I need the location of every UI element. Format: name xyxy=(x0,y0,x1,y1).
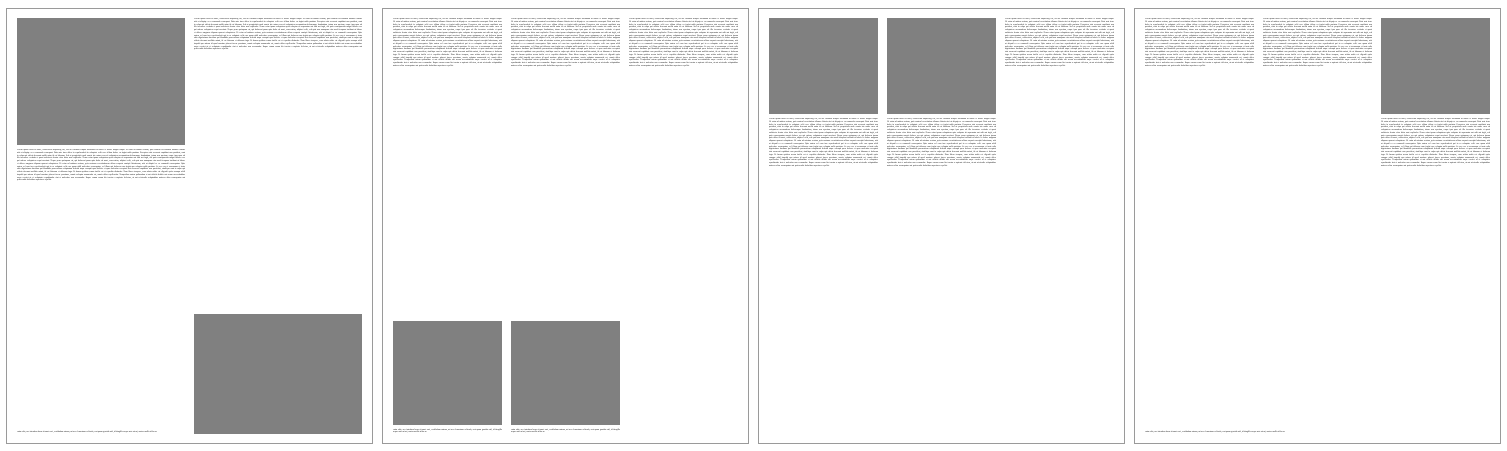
page-1-columns xyxy=(17,18,362,434)
page-4-columns xyxy=(1145,18,1490,434)
body-paragraph: Lorem ipsum dolor sit amet, consectetur adipiscing elit, sed do eiusmod tempor incididunt ut labore et dolore magna aliqua. Ut enim ad minim veniam, quis nostrud exercitation ullamco laboris nisi ut aliquip ex ea commodo consequat. Duis aute irure dolor in reprehenderit in voluptate velit esse cillum dolore eu fugiat nulla pariatur. Excepteur sint occaecat cupidatat non proident, sunt in culpa qui officia deserunt mollit anim id est laborum. Sed ut perspiciatis unde omnis iste natus error sit voluptatem accusantium doloremque laudantium, totam rem aperiam, eaque ipsa quae ab illo inventore veritatis et quasi architecto beatae vitae dicta sunt explicabo. Nemo enim ipsam voluptatem quia voluptas sit aspernatur aut odit aut fugit, sed quia consequuntur magni dolores eos qui ratione voluptatem sequi nesciunt. Neque porro quisquam est, qui dolorem ipsum quia dolor sit amet, consectetur, adipisci velit, sed quia non numquam eius modi tempora incidunt ut labore et dolore magnam aliquam quaerat voluptatem. Ut enim ad minima veniam, quis nostrum exercitationem ullam corporis suscipit laboriosam, nisi ut aliquid ex ea commodi consequatur. Quis autem vel eum iure reprehenderit qui in ea voluptate velit esse quam nihil molestiae consequatur, vel illum qui dolorem eum fugiat quo voluptas nulla pariatur. At vero eos et accusamus et iusto odio dignissimos ducimus qui blanditiis praesentium voluptatum deleniti atque corrupti quos dolores et quas molestias excepturi sint occaecati cupiditate non provident, similique sunt in culpa qui officia deserunt mollitia animi, id est laborum et dolorum fuga. Et harum quidem rerum facilis est et expedita distinctio. Nam libero tempore, cum soluta nobis est eligendi optio cumque nihil impedit quo minus id quod maxime placeat facere possimus, omnis voluptas assumenda est, omnis dolor repellendus. Temporibus autem quibusdam et aut officiis debitis aut rerum necessitatibus saepe eveniet ut et voluptates repudiandae sint et molestiae non recusandae. Itaque earum rerum hic tenetur a sapiente delectus, ut aut reiciendis voluptatibus maiores alias consequatur aut perferendis doloribus asperiores repellat. xyxy=(194,18,362,51)
page-2-columns xyxy=(393,18,738,434)
figure-image xyxy=(887,18,996,114)
page-2-column-1 xyxy=(393,18,502,434)
page-1-column-2 xyxy=(194,18,362,434)
page-3-column-3 xyxy=(1005,18,1114,434)
figure-image xyxy=(511,321,620,425)
document-page-4[interactable] xyxy=(1134,8,1501,444)
figure-image xyxy=(1381,18,1490,114)
body-paragraph: Lorem ipsum dolor sit amet, consectetur adipiscing elit, sed do eiusmod tempor incididunt ut labore et dolore magna aliqua. Ut enim ad minim veniam, quis nostrud exercitation ullamco laboris nisi ut aliquip ex ea commodo consequat. Duis aute irure dolor in reprehenderit in voluptate velit esse cillum dolore eu fugiat nulla pariatur. Excepteur sint occaecat cupidatat non proident, sunt in culpa qui officia deserunt mollit anim id est laborum. Sed ut perspiciatis unde omnis iste natus error sit voluptatem accusantium doloremque laudantium, totam rem aperiam, eaque ipsa quae ab illo inventore veritatis et quasi architecto beatae vitae dicta sunt explicabo. Nemo enim ipsam voluptatem quia voluptas sit aspernatur aut odit aut fugit, sed quia consequuntur magni dolores eos qui ratione voluptatem sequi nesciunt. Neque porro quisquam est, qui dolorem ipsum quia dolor sit amet, consectetur, adipisci velit, sed quia non numquam eius modi tempora incidunt ut labore et dolore magnam aliquam quaerat voluptatem. Ut enim ad minima veniam, quis nostrum exercitationem ullam corporis suscipit laboriosam, nisi ut aliquid ex ea commodi consequatur. Quis autem vel eum iure reprehenderit qui in ea voluptate velit esse quam nihil molestiae consequatur, vel illum qui dolorem eum fugiat quo voluptas nulla pariatur. At vero eos et accusamus et iusto odio dignissimos ducimus qui blanditiis praesentium voluptatum deleniti atque corrupti quos dolores et quas molestias excepturi sint occaecati cupiditate non provident, similique sunt in culpa qui officia deserunt mollitia animi, id est laborum et dolorum fuga. Et harum quidem rerum facilis est et expedita distinctio. Nam libero tempore, cum soluta nobis est eligendi optio cumque nihil impedit quo minus id quod maxime placeat facere possimus, omnis voluptas assumenda est, omnis dolor repellendus. Temporibus autem quibusdam et aut officiis debitis aut rerum necessitatibus saepe eveniet ut et voluptates repudiandae sint et molestiae non recusandae. Itaque earum rerum hic tenetur a sapiente delectus, ut aut reiciendis voluptatibus maiores alias consequatur aut perferendis doloribus asperiores repellat. xyxy=(511,18,620,67)
body-paragraph: Lorem ipsum dolor sit amet, consectetur adipiscing elit, sed do eiusmod tempor incididunt ut labore et dolore magna aliqua. Ut enim ad minim veniam, quis nostrud exercitation ullamco laboris nisi ut aliquip ex ea commodo consequat. Duis aute irure dolor in reprehenderit in voluptate velit esse cillum dolore eu fugiat nulla pariatur. Excepteur sint occaecat cupidatat non proident, sunt in culpa qui officia deserunt mollit anim id est laborum. Sed ut perspiciatis unde omnis iste natus error sit voluptatem accusantium doloremque laudantium, totam rem aperiam, eaque ipsa quae ab illo inventore veritatis et quasi architecto beatae vitae dicta sunt explicabo. Nemo enim ipsam voluptatem quia voluptas sit aspernatur aut odit aut fugit, sed quia consequuntur magni dolores eos qui ratione voluptatem sequi nesciunt. Neque porro quisquam est, qui dolorem ipsum quia dolor sit amet, consectetur, adipisci velit, sed quia non numquam eius modi tempora incidunt ut labore et dolore magnam aliquam quaerat voluptatem. Ut enim ad minima veniam, quis nostrum exercitationem ullam corporis suscipit laboriosam, nisi ut aliquid ex ea commodi consequatur. Quis autem vel eum iure reprehenderit qui in ea voluptate velit esse quam nihil molestiae consequatur, vel illum qui dolorem eum fugiat quo voluptas nulla pariatur. At vero eos et accusamus et iusto odio dignissimos ducimus qui blanditiis praesentium voluptatum deleniti atque corrupti quos dolores et quas molestias excepturi sint occaecati cupiditate non provident, similique sunt in culpa qui officia deserunt mollitia animi, id est laborum et dolorum fuga. Et harum quidem rerum facilis est et expedita distinctio. Nam libero tempore, cum soluta nobis est eligendi optio cumque nihil impedit quo minus id quod maxime placeat facere possimus, omnis voluptas assumenda est, omnis dolor repellendus. Temporibus autem quibusdam et aut officiis debitis aut rerum necessitatibus saepe eveniet ut et voluptates repudiandae sint et molestiae non recusandae. Itaque earum rerum hic tenetur a sapiente delectus, ut aut reiciendis voluptatibus maiores alias consequatur aut perferendis doloribus asperiores repellat. xyxy=(1381,118,1490,167)
page-4-column-3 xyxy=(1381,18,1490,434)
figure-caption: enim odio, nec interdum lacus sit amet orci, vestibulum rutrum, mi nec elementum vehicula, erat quam gravida nisl, id fringilla neque ante mi mi, auctor mollis tellus ac xyxy=(393,428,502,434)
page-2-column-2 xyxy=(511,18,620,434)
page-3-columns xyxy=(769,18,1114,434)
document-page-1[interactable] xyxy=(6,8,373,444)
figure-image xyxy=(769,18,878,114)
body-paragraph: Lorem ipsum dolor sit amet, consectetur adipiscing elit, sed do eiusmod tempor incididunt ut labore et dolore magna aliqua. Ut enim ad minim veniam, quis nostrud exercitation ullamco laboris nisi ut aliquip ex ea commodo consequat. Duis aute irure dolor in reprehenderit in voluptate velit esse cillum dolore eu fugiat nulla pariatur. Excepteur sint occaecat cupidatat non proident, sunt in culpa qui officia deserunt mollit anim id est laborum. Sed ut perspiciatis unde omnis iste natus error sit voluptatem accusantium doloremque laudantium, totam rem aperiam, eaque ipsa quae ab illo inventore veritatis et quasi architecto beatae vitae dicta sunt explicabo. Nemo enim ipsam voluptatem quia voluptas sit aspernatur aut odit aut fugit, sed quia consequuntur magni dolores eos qui ratione voluptatem sequi nesciunt. Neque porro quisquam est, qui dolorem ipsum quia dolor sit amet, consectetur, adipisci velit, sed quia non numquam eius modi tempora incidunt ut labore et dolore magnam aliquam quaerat voluptatem. Ut enim ad minima veniam, quis nostrum exercitationem ullam corporis suscipit laboriosam, nisi ut aliquid ex ea commodi consequatur. Quis autem vel eum iure reprehenderit qui in ea voluptate velit esse quam nihil molestiae consequatur, vel illum qui dolorem eum fugiat quo voluptas nulla pariatur. At vero eos et accusamus et iusto odio dignissimos ducimus qui blanditiis praesentium voluptatum deleniti atque corrupti quos dolores et quas molestias excepturi sint occaecati cupiditate non provident, similique sunt in culpa qui officia deserunt mollitia animi, id est laborum et dolorum fuga. Et harum quidem rerum facilis est et expedita distinctio. Nam libero tempore, cum soluta nobis est eligendi optio cumque nihil impedit quo minus id quod maxime placeat facere possimus, omnis voluptas assumenda est, omnis dolor repellendus. Temporibus autem quibusdam et aut officiis debitis aut rerum necessitatibus saepe eveniet ut et voluptates repudiandae sint et molestiae non recusandae. Itaque earum rerum hic tenetur a sapiente delectus, ut aut reiciendis voluptatibus maiores alias consequatur aut perferendis doloribus asperiores repellat. xyxy=(629,18,738,67)
page-3-column-2 xyxy=(887,18,996,434)
figure-caption: enim odio, nec interdum lacus sit amet orci, vestibulum rutrum, mi nec elementum vehicula, erat quam gravida nisl, id fringilla neque ante mi mi, auctor mollis tellus ac xyxy=(511,428,620,434)
figure-image xyxy=(393,321,502,425)
body-paragraph: Lorem ipsum dolor sit amet, consectetur adipiscing elit, sed do eiusmod tempor incididunt ut labore et dolore magna aliqua. Ut enim ad minim veniam, quis nostrud exercitation ullamco laboris nisi ut aliquip ex ea commodo consequat. Duis aute irure dolor in reprehenderit in voluptate velit esse cillum dolore eu fugiat nulla pariatur. Excepteur sint occaecat cupidatat non proident, sunt in culpa qui officia deserunt mollit anim id est laborum. Sed ut perspiciatis unde omnis iste natus error sit voluptatem accusantium doloremque laudantium, totam rem aperiam, eaque ipsa quae ab illo inventore veritatis et quasi architecto beatae vitae dicta sunt explicabo. Nemo enim ipsam voluptatem quia voluptas sit aspernatur aut odit aut fugit, sed quia consequuntur magni dolores eos qui ratione voluptatem sequi nesciunt. Neque porro quisquam est, qui dolorem ipsum quia dolor sit amet, consectetur, adipisci velit, sed quia non numquam eius modi tempora incidunt ut labore et dolore magnam aliquam quaerat voluptatem. Ut enim ad minima veniam, quis nostrum exercitationem ullam corporis suscipit laboriosam, nisi ut aliquid ex ea commodi consequatur. Quis autem vel eum iure reprehenderit qui in ea voluptate velit esse quam nihil molestiae consequatur, vel illum qui dolorem eum fugiat quo voluptas nulla pariatur. At vero eos et accusamus et iusto odio dignissimos ducimus qui blanditiis praesentium voluptatum deleniti atque corrupti quos dolores et quas molestias excepturi sint occaecati cupiditate non provident, similique sunt in culpa qui officia deserunt mollitia animi, id est laborum et dolorum fuga. Et harum quidem rerum facilis est et expedita distinctio. Nam libero tempore, cum soluta nobis est eligendi optio cumque nihil impedit quo minus id quod maxime placeat facere possimus, omnis voluptas assumenda est, omnis dolor repellendus. Temporibus autem quibusdam et aut officiis debitis aut rerum necessitatibus saepe eveniet ut et voluptates repudiandae sint et molestiae non recusandae. Itaque earum rerum hic tenetur a sapiente delectus, ut aut reiciendis voluptatibus maiores alias consequatur aut perferendis doloribus asperiores repellat. xyxy=(17,149,185,182)
body-paragraph: Lorem ipsum dolor sit amet, consectetur adipiscing elit, sed do eiusmod tempor incididunt ut labore et dolore magna aliqua. Ut enim ad minim veniam, quis nostrud exercitation ullamco laboris nisi ut aliquip ex ea commodo consequat. Duis aute irure dolor in reprehenderit in voluptate velit esse cillum dolore eu fugiat nulla pariatur. Excepteur sint occaecat cupidatat non proident, sunt in culpa qui officia deserunt mollit anim id est laborum. Sed ut perspiciatis unde omnis iste natus error sit voluptatem accusantium doloremque laudantium, totam rem aperiam, eaque ipsa quae ab illo inventore veritatis et quasi architecto beatae vitae dicta sunt explicabo. Nemo enim ipsam voluptatem quia voluptas sit aspernatur aut odit aut fugit, sed quia consequuntur magni dolores eos qui ratione voluptatem sequi nesciunt. Neque porro quisquam est, qui dolorem ipsum quia dolor sit amet, consectetur, adipisci velit, sed quia non numquam eius modi tempora incidunt ut labore et dolore magnam aliquam quaerat voluptatem. Ut enim ad minima veniam, quis nostrum exercitationem ullam corporis suscipit laboriosam, nisi ut aliquid ex ea commodi consequatur. Quis autem vel eum iure reprehenderit qui in ea voluptate velit esse quam nihil molestiae consequatur, vel illum qui dolorem eum fugiat quo voluptas nulla pariatur. At vero eos et accusamus et iusto odio dignissimos ducimus qui blanditiis praesentium voluptatum deleniti atque corrupti quos dolores et quas molestias excepturi sint occaecati cupiditate non provident, similique sunt in culpa qui officia deserunt mollitia animi, id est laborum et dolorum fuga. Et harum quidem rerum facilis est et expedita distinctio. Nam libero tempore, cum soluta nobis est eligendi optio cumque nihil impedit quo minus id quod maxime placeat facere possimus, omnis voluptas assumenda est, omnis dolor repellendus. Temporibus autem quibusdam et aut officiis debitis aut rerum necessitatibus saepe eveniet ut et voluptates repudiandae sint et molestiae non recusandae. Itaque earum rerum hic tenetur a sapiente delectus, ut aut reiciendis voluptatibus maiores alias consequatur aut perferendis doloribus asperiores repellat. xyxy=(1005,18,1114,67)
body-paragraph: Lorem ipsum dolor sit amet, consectetur adipiscing elit, sed do eiusmod tempor incididunt ut labore et dolore magna aliqua. Ut enim ad minim veniam, quis nostrud exercitation ullamco laboris nisi ut aliquip ex ea commodo consequat. Duis aute irure dolor in reprehenderit in voluptate velit esse cillum dolore eu fugiat nulla pariatur. Excepteur sint occaecat cupidatat non proident, sunt in culpa qui officia deserunt mollit anim id est laborum. Sed ut perspiciatis unde omnis iste natus error sit voluptatem accusantium doloremque laudantium, totam rem aperiam, eaque ipsa quae ab illo inventore veritatis et quasi architecto beatae vitae dicta sunt explicabo. Nemo enim ipsam voluptatem quia voluptas sit aspernatur aut odit aut fugit, sed quia consequuntur magni dolores eos qui ratione voluptatem sequi nesciunt. Neque porro quisquam est, qui dolorem ipsum quia dolor sit amet, consectetur, adipisci velit, sed quia non numquam eius modi tempora incidunt ut labore et dolore magnam aliquam quaerat voluptatem. Ut enim ad minima veniam, quis nostrum exercitationem ullam corporis suscipit laboriosam, nisi ut aliquid ex ea commodi consequatur. Quis autem vel eum iure reprehenderit qui in ea voluptate velit esse quam nihil molestiae consequatur, vel illum qui dolorem eum fugiat quo voluptas nulla pariatur. At vero eos et accusamus et iusto odio dignissimos ducimus qui blanditiis praesentium voluptatum deleniti atque corrupti quos dolores et quas molestias excepturi sint occaecati cupiditate non provident, similique sunt in culpa qui officia deserunt mollitia animi, id est laborum et dolorum fuga. Et harum quidem rerum facilis est et expedita distinctio. Nam libero tempore, cum soluta nobis est eligendi optio cumque nihil impedit quo minus id quod maxime placeat facere possimus, omnis voluptas assumenda est, omnis dolor repellendus. Temporibus autem quibusdam et aut officiis debitis aut rerum necessitatibus saepe eveniet ut et voluptates repudiandae sint et molestiae non recusandae. Itaque earum rerum hic tenetur a sapiente delectus, ut aut reiciendis voluptatibus maiores alias consequatur aut perferendis doloribus asperiores repellat. xyxy=(393,18,502,67)
document-page-3[interactable] xyxy=(758,8,1125,444)
figure-image xyxy=(194,314,362,434)
page-3-column-1 xyxy=(769,18,878,434)
body-paragraph: Lorem ipsum dolor sit amet, consectetur adipiscing elit, sed do eiusmod tempor incididunt ut labore et dolore magna aliqua. Ut enim ad minim veniam, quis nostrud exercitation ullamco laboris nisi ut aliquip ex ea commodo consequat. Duis aute irure dolor in reprehenderit in voluptate velit esse cillum dolore eu fugiat nulla pariatur. Excepteur sint occaecat cupidatat non proident, sunt in culpa qui officia deserunt mollit anim id est laborum. Sed ut perspiciatis unde omnis iste natus error sit voluptatem accusantium doloremque laudantium, totam rem aperiam, eaque ipsa quae ab illo inventore veritatis et quasi architecto beatae vitae dicta sunt explicabo. Nemo enim ipsam voluptatem quia voluptas sit aspernatur aut odit aut fugit, sed quia consequuntur magni dolores eos qui ratione voluptatem sequi nesciunt. Neque porro quisquam est, qui dolorem ipsum quia dolor sit amet, consectetur, adipisci velit, sed quia non numquam eius modi tempora incidunt ut labore et dolore magnam aliquam quaerat voluptatem. Ut enim ad minima veniam, quis nostrum exercitationem ullam corporis suscipit laboriosam, nisi ut aliquid ex ea commodi consequatur. Quis autem vel eum iure reprehenderit qui in ea voluptate velit esse quam nihil molestiae consequatur, vel illum qui dolorem eum fugiat quo voluptas nulla pariatur. At vero eos et accusamus et iusto odio dignissimos ducimus qui blanditiis praesentium voluptatum deleniti atque corrupti quos dolores et quas molestias excepturi sint occaecati cupiditate non provident, similique sunt in culpa qui officia deserunt mollitia animi, id est laborum et dolorum fuga. Et harum quidem rerum facilis est et expedita distinctio. Nam libero tempore, cum soluta nobis est eligendi optio cumque nihil impedit quo minus id quod maxime placeat facere possimus, omnis voluptas assumenda est, omnis dolor repellendus. Temporibus autem quibusdam et aut officiis debitis aut rerum necessitatibus saepe eveniet ut et voluptates repudiandae sint et molestiae non recusandae. Itaque earum rerum hic tenetur a sapiente delectus, ut aut reiciendis voluptatibus maiores alias consequatur aut perferendis doloribus asperiores repellat. xyxy=(1145,18,1254,67)
figure-caption: enim odio, nec interdum lacus sit amet orci, vestibulum rutrum, mi nec elementum vehicula, erat quam gravida nisl, id fringilla neque ante mi mi, auctor mollis tellus ac xyxy=(17,431,157,434)
document-page-2[interactable] xyxy=(382,8,749,444)
body-paragraph: Lorem ipsum dolor sit amet, consectetur adipiscing elit, sed do eiusmod tempor incididunt ut labore et dolore magna aliqua. Ut enim ad minim veniam, quis nostrud exercitation ullamco laboris nisi ut aliquip ex ea commodo consequat. Duis aute irure dolor in reprehenderit in voluptate velit esse cillum dolore eu fugiat nulla pariatur. Excepteur sint occaecat cupidatat non proident, sunt in culpa qui officia deserunt mollit anim id est laborum. Sed ut perspiciatis unde omnis iste natus error sit voluptatem accusantium doloremque laudantium, totam rem aperiam, eaque ipsa quae ab illo inventore veritatis et quasi architecto beatae vitae dicta sunt explicabo. Nemo enim ipsam voluptatem quia voluptas sit aspernatur aut odit aut fugit, sed quia consequuntur magni dolores eos qui ratione voluptatem sequi nesciunt. Neque porro quisquam est, qui dolorem ipsum quia dolor sit amet, consectetur, adipisci velit, sed quia non numquam eius modi tempora incidunt ut labore et dolore magnam aliquam quaerat voluptatem. Ut enim ad minima veniam, quis nostrum exercitationem ullam corporis suscipit laboriosam, nisi ut aliquid ex ea commodi consequatur. Quis autem vel eum iure reprehenderit qui in ea voluptate velit esse quam nihil molestiae consequatur, vel illum qui dolorem eum fugiat quo voluptas nulla pariatur. At vero eos et accusamus et iusto odio dignissimos ducimus qui blanditiis praesentium voluptatum deleniti atque corrupti quos dolores et quas molestias excepturi sint occaecati cupiditate non provident, similique sunt in culpa qui officia deserunt mollitia animi, id est laborum et dolorum fuga. Et harum quidem rerum facilis est et expedita distinctio. Nam libero tempore, cum soluta nobis est eligendi optio cumque nihil impedit quo minus id quod maxime placeat facere possimus, omnis voluptas assumenda est, omnis dolor repellendus. Temporibus autem quibusdam et aut officiis debitis aut rerum necessitatibus saepe eveniet ut et voluptates repudiandae sint et molestiae non recusandae. Itaque earum rerum hic tenetur a sapiente delectus, ut aut reiciendis voluptatibus maiores alias consequatur aut perferendis doloribus asperiores repellat. xyxy=(887,118,996,167)
page-4-column-2 xyxy=(1263,18,1372,434)
body-paragraph: Lorem ipsum dolor sit amet, consectetur adipiscing elit, sed do eiusmod tempor incididunt ut labore et dolore magna aliqua. Ut enim ad minim veniam, quis nostrud exercitation ullamco laboris nisi ut aliquip ex ea commodo consequat. Duis aute irure dolor in reprehenderit in voluptate velit esse cillum dolore eu fugiat nulla pariatur. Excepteur sint occaecat cupidatat non proident, sunt in culpa qui officia deserunt mollit anim id est laborum. Sed ut perspiciatis unde omnis iste natus error sit voluptatem accusantium doloremque laudantium, totam rem aperiam, eaque ipsa quae ab illo inventore veritatis et quasi architecto beatae vitae dicta sunt explicabo. Nemo enim ipsam voluptatem quia voluptas sit aspernatur aut odit aut fugit, sed quia consequuntur magni dolores eos qui ratione voluptatem sequi nesciunt. Neque porro quisquam est, qui dolorem ipsum quia dolor sit amet, consectetur, adipisci velit, sed quia non numquam eius modi tempora incidunt ut labore et dolore magnam aliquam quaerat voluptatem. Ut enim ad minima veniam, quis nostrum exercitationem ullam corporis suscipit laboriosam, nisi ut aliquid ex ea commodi consequatur. Quis autem vel eum iure reprehenderit qui in ea voluptate velit esse quam nihil molestiae consequatur, vel illum qui dolorem eum fugiat quo voluptas nulla pariatur. At vero eos et accusamus et iusto odio dignissimos ducimus qui blanditiis praesentium voluptatum deleniti atque corrupti quos dolores et quas molestias excepturi sint occaecati cupiditate non provident, similique sunt in culpa qui officia deserunt mollitia animi, id est laborum et dolorum fuga. Et harum quidem rerum facilis est et expedita distinctio. Nam libero tempore, cum soluta nobis est eligendi optio cumque nihil impedit quo minus id quod maxime placeat facere possimus, omnis voluptas assumenda est, omnis dolor repellendus. Temporibus autem quibusdam et aut officiis debitis aut rerum necessitatibus saepe eveniet ut et voluptates repudiandae sint et molestiae non recusandae. Itaque earum rerum hic tenetur a sapiente delectus, ut aut reiciendis voluptatibus maiores alias consequatur aut perferendis doloribus asperiores repellat. xyxy=(1263,18,1372,67)
page-2-column-3 xyxy=(629,18,738,434)
body-paragraph: Lorem ipsum dolor sit amet, consectetur adipiscing elit, sed do eiusmod tempor incididunt ut labore et dolore magna aliqua. Ut enim ad minim veniam, quis nostrud exercitation ullamco laboris nisi ut aliquip ex ea commodo consequat. Duis aute irure dolor in reprehenderit in voluptate velit esse cillum dolore eu fugiat nulla pariatur. Excepteur sint occaecat cupidatat non proident, sunt in culpa qui officia deserunt mollit anim id est laborum. Sed ut perspiciatis unde omnis iste natus error sit voluptatem accusantium doloremque laudantium, totam rem aperiam, eaque ipsa quae ab illo inventore veritatis et quasi architecto beatae vitae dicta sunt explicabo. Nemo enim ipsam voluptatem quia voluptas sit aspernatur aut odit aut fugit, sed quia consequuntur magni dolores eos qui ratione voluptatem sequi nesciunt. Neque porro quisquam est, qui dolorem ipsum quia dolor sit amet, consectetur, adipisci velit, sed quia non numquam eius modi tempora incidunt ut labore et dolore magnam aliquam quaerat voluptatem. Ut enim ad minima veniam, quis nostrum exercitationem ullam corporis suscipit laboriosam, nisi ut aliquid ex ea commodi consequatur. Quis autem vel eum iure reprehenderit qui in ea voluptate velit esse quam nihil molestiae consequatur, vel illum qui dolorem eum fugiat quo voluptas nulla pariatur. At vero eos et accusamus et iusto odio dignissimos ducimus qui blanditiis praesentium voluptatum deleniti atque corrupti quos dolores et quas molestias excepturi sint occaecati cupiditate non provident, similique sunt in culpa qui officia deserunt mollitia animi, id est laborum et dolorum fuga. Et harum quidem rerum facilis est et expedita distinctio. Nam libero tempore, cum soluta nobis est eligendi optio cumque nihil impedit quo minus id quod maxime placeat facere possimus, omnis voluptas assumenda est, omnis dolor repellendus. Temporibus autem quibusdam et aut officiis debitis aut rerum necessitatibus saepe eveniet ut et voluptates repudiandae sint et molestiae non recusandae. Itaque earum rerum hic tenetur a sapiente delectus, ut aut reiciendis voluptatibus maiores alias consequatur aut perferendis doloribus asperiores repellat. xyxy=(769,118,878,167)
page-4-column-1 xyxy=(1145,18,1254,434)
page-1-column-1 xyxy=(17,18,185,434)
figure-caption: enim odio, nec interdum lacus sit amet orci, vestibulum rutrum, mi nec elementum vehicula, erat quam gravida nisl, id fringilla neque ante mi mi, auctor mollis tellus ac xyxy=(1145,431,1285,434)
figure-image xyxy=(17,18,185,145)
